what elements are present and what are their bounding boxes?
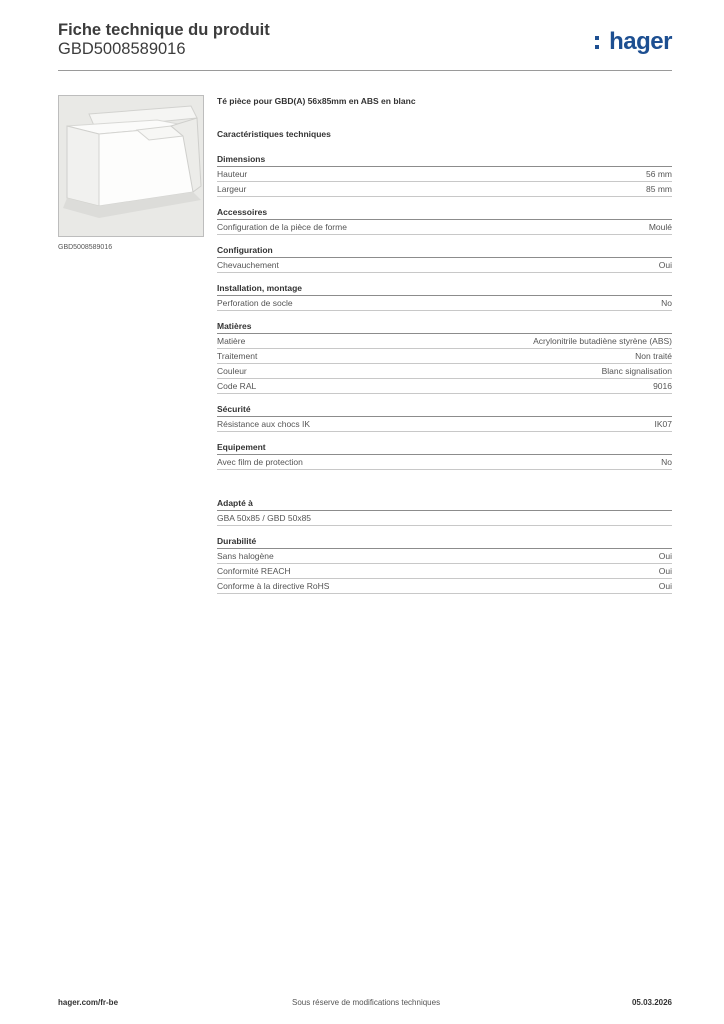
spec-row bbox=[217, 334, 672, 349]
spec-section bbox=[217, 282, 672, 311]
spec-row bbox=[217, 182, 672, 197]
section-title: Installation, montage bbox=[217, 282, 672, 296]
spec-section bbox=[217, 497, 672, 526]
spec-label: Matière bbox=[217, 336, 246, 346]
spec-value: Non traité bbox=[635, 351, 672, 361]
spec-value: Oui bbox=[658, 566, 672, 576]
product-reference: GBD5008589016 bbox=[58, 40, 186, 58]
spec-section bbox=[217, 206, 672, 235]
spec-row bbox=[217, 511, 672, 526]
spec-label: Sans halogène bbox=[217, 551, 274, 561]
spec-value: Blanc signalisation bbox=[601, 366, 672, 376]
spec-value: Moulé bbox=[648, 222, 672, 232]
spec-label: Hauteur bbox=[217, 169, 248, 179]
spec-section bbox=[217, 403, 672, 432]
spec-row bbox=[217, 417, 672, 432]
spec-row bbox=[217, 349, 672, 364]
spec-label: Perforation de socle bbox=[217, 298, 293, 308]
spec-content bbox=[217, 96, 672, 603]
spec-label: Couleur bbox=[217, 366, 247, 376]
section-title: Durabilité bbox=[217, 535, 672, 549]
section-spacer bbox=[217, 479, 672, 497]
spec-row bbox=[217, 167, 672, 182]
spec-section bbox=[217, 535, 672, 594]
brand-logo: hager bbox=[609, 28, 672, 55]
spec-value: Oui bbox=[658, 551, 672, 561]
spec-row bbox=[217, 258, 672, 273]
spec-label: Chevauchement bbox=[217, 260, 279, 270]
spec-value: 9016 bbox=[653, 381, 672, 391]
spec-value: No bbox=[661, 457, 672, 467]
spec-value: Oui bbox=[658, 581, 672, 591]
spec-row bbox=[217, 296, 672, 311]
section-title: Matières bbox=[217, 320, 672, 334]
spec-row bbox=[217, 220, 672, 235]
spec-label: Résistance aux chocs IK bbox=[217, 419, 311, 429]
spec-row bbox=[217, 549, 672, 564]
spec-row bbox=[217, 564, 672, 579]
spec-value: 85 mm bbox=[646, 184, 672, 194]
section-title: Dimensions bbox=[217, 153, 672, 167]
section-title: Adapté à bbox=[217, 497, 672, 511]
logo-mark bbox=[595, 36, 599, 50]
spec-label: Traitement bbox=[217, 351, 258, 361]
section-title: Sécurité bbox=[217, 403, 672, 417]
product-image bbox=[58, 95, 204, 237]
spec-label: Configuration de la pièce de forme bbox=[217, 222, 347, 232]
spec-value: IK07 bbox=[654, 419, 672, 429]
spec-row bbox=[217, 455, 672, 470]
section-title: Accessoires bbox=[217, 206, 672, 220]
spec-label: GBA 50x85 / GBD 50x85 bbox=[217, 513, 312, 523]
footer-date: 05.03.2026 bbox=[631, 998, 672, 1007]
page-title: Fiche technique du produit bbox=[58, 21, 270, 39]
spec-label: Largeur bbox=[217, 184, 247, 194]
footer-disclaimer: Sous réserve de modifications techniques bbox=[292, 998, 441, 1007]
spec-row bbox=[217, 364, 672, 379]
spec-label: Conformité REACH bbox=[217, 566, 291, 576]
spec-row bbox=[217, 379, 672, 394]
spec-label: Conforme à la directive RoHS bbox=[217, 581, 330, 591]
section-title: Equipement bbox=[217, 441, 672, 455]
spec-section bbox=[217, 153, 672, 197]
spec-section bbox=[217, 244, 672, 273]
spec-value: Oui bbox=[658, 260, 672, 270]
spec-value: 56 mm bbox=[646, 169, 672, 179]
page-header bbox=[58, 20, 672, 71]
spec-section bbox=[217, 320, 672, 394]
section-title: Configuration bbox=[217, 244, 672, 258]
spec-value: Acrylonitrile butadiène styrène (ABS) bbox=[533, 336, 672, 346]
spec-label: Avec film de protection bbox=[217, 457, 303, 467]
spec-label: Code RAL bbox=[217, 381, 257, 391]
product-description: Té pièce pour GBD(A) 56x85mm en ABS en blanc bbox=[217, 96, 416, 106]
spec-row bbox=[217, 579, 672, 594]
image-caption: GBD5008589016 bbox=[58, 244, 113, 251]
footer-website: hager.com/fr-be bbox=[58, 998, 119, 1007]
spec-value: No bbox=[661, 298, 672, 308]
technical-characteristics-heading: Caractéristiques techniques bbox=[217, 129, 331, 139]
spec-sections bbox=[217, 153, 672, 594]
spec-section bbox=[217, 441, 672, 470]
